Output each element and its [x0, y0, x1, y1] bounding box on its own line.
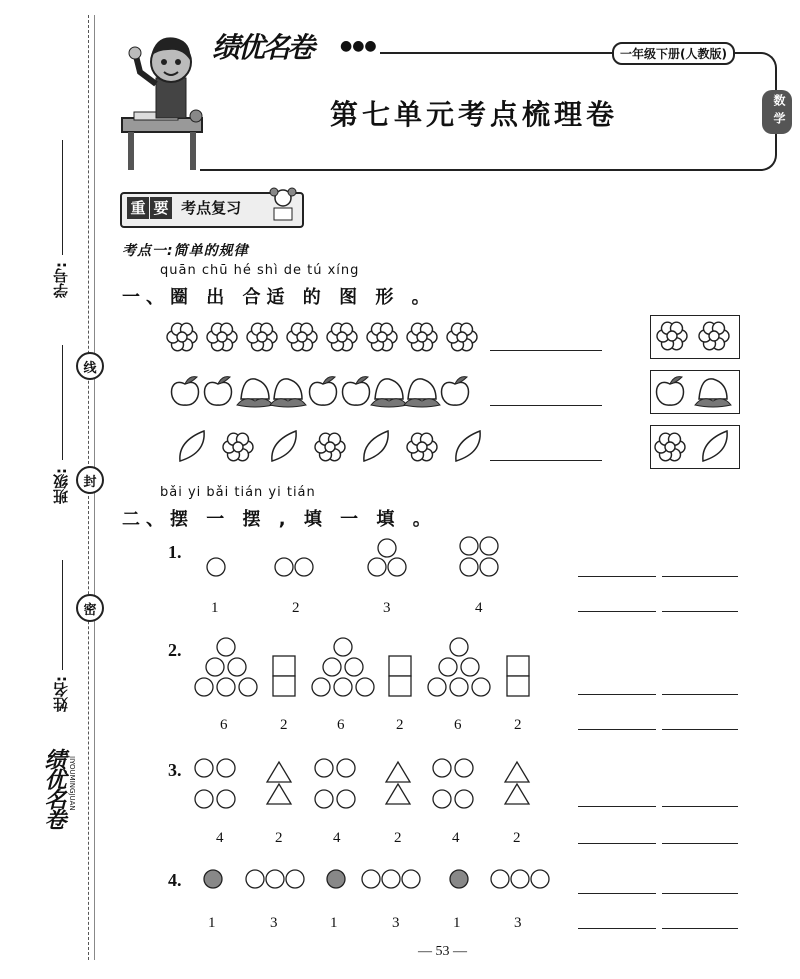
circle — [491, 870, 509, 888]
circle — [286, 870, 304, 888]
circle — [455, 759, 473, 777]
q2-row-4-blank-b[interactable] — [662, 893, 738, 894]
q2-pinyin: bǎi yi bǎi tián yi tián — [160, 485, 316, 500]
student-id-label: 学号: — [52, 262, 70, 298]
brand-dots: ●●● — [340, 38, 377, 54]
rectangle — [507, 656, 529, 676]
triangle — [386, 784, 410, 804]
circle — [388, 558, 406, 576]
q2-row-3-blank-c[interactable] — [578, 843, 656, 844]
seal-line-mark: 线 — [76, 352, 104, 380]
circle — [337, 759, 355, 777]
class-label: 班级: — [52, 468, 70, 504]
apple-icon — [343, 377, 370, 405]
leaf-icon — [364, 431, 388, 461]
q2-row-1-blank-a[interactable] — [578, 576, 656, 577]
q2-row-4-blank-d[interactable] — [662, 928, 738, 929]
q2-row-3-blank-b[interactable] — [662, 806, 738, 807]
triangle — [267, 784, 291, 804]
apple-icon — [205, 377, 232, 405]
circle — [195, 678, 213, 696]
page-number: — 53 — — [418, 944, 467, 959]
circle — [337, 790, 355, 808]
circle — [246, 870, 264, 888]
q1-answer-blank-2[interactable] — [490, 405, 602, 406]
q2-row-2-blank-c[interactable] — [578, 729, 656, 730]
flower-icon — [287, 323, 317, 351]
r2-count: 2 — [396, 717, 404, 733]
q2-label: 二、摆 一 摆 , 填 一 填 。 — [122, 509, 437, 530]
leaf-icon — [456, 431, 480, 461]
circle — [433, 790, 451, 808]
circle — [511, 870, 529, 888]
triangle — [267, 762, 291, 782]
circle — [323, 658, 341, 676]
r4-count: 1 — [453, 915, 461, 931]
r2-count: 2 — [280, 717, 288, 733]
circle — [266, 870, 284, 888]
rectangle — [507, 676, 529, 696]
q1-option-box-3[interactable] — [650, 425, 740, 469]
q1-pinyin: quān chū hé shì de tú xíng — [160, 263, 360, 278]
circle — [450, 678, 468, 696]
r2-count: 6 — [220, 717, 228, 733]
page-title: 第七单元考点梳理卷 — [330, 98, 619, 131]
r2-count: 2 — [514, 717, 522, 733]
flower-icon — [167, 323, 197, 351]
circle — [356, 678, 374, 696]
filled-circle — [204, 870, 222, 888]
q2-row-3-num: 3. — [168, 760, 182, 780]
circle — [428, 678, 446, 696]
r2-count: 6 — [454, 717, 462, 733]
circle — [455, 790, 473, 808]
circle — [345, 658, 363, 676]
circle — [206, 658, 224, 676]
grade-tag: 一年级下册(人教版) — [612, 42, 735, 65]
circle — [460, 537, 478, 555]
circle — [275, 558, 293, 576]
r3-count: 2 — [513, 830, 521, 846]
circle — [461, 658, 479, 676]
badge-char-1: 重 — [127, 197, 149, 219]
circle — [217, 638, 235, 656]
rectangle — [273, 656, 295, 676]
r3-count: 4 — [333, 830, 341, 846]
filled-circle — [450, 870, 468, 888]
apple-icon — [172, 377, 199, 405]
circle — [315, 790, 333, 808]
circle — [228, 658, 246, 676]
sidebar-logo-pinyin: JIYOUMINGJUAN — [68, 756, 76, 811]
r4-count: 3 — [392, 915, 400, 931]
peach-icon — [237, 379, 273, 407]
circle — [362, 870, 380, 888]
q2-row-3-blank-a[interactable] — [578, 806, 656, 807]
badge-char-2: 要 — [150, 197, 172, 219]
rectangle — [273, 676, 295, 696]
triangle — [386, 762, 410, 782]
q1-option-box-1[interactable] — [650, 315, 740, 359]
rectangle — [389, 656, 411, 676]
r3-count: 4 — [216, 830, 224, 846]
subject-tag: 数学 — [762, 90, 792, 134]
r4-count: 3 — [270, 915, 278, 931]
apple-icon — [310, 377, 337, 405]
flower-icon — [367, 323, 397, 351]
brand-logo: 绩优名卷 — [212, 31, 313, 64]
flower-icon — [207, 323, 237, 351]
r4-count: 1 — [208, 915, 216, 931]
filled-circle — [327, 870, 345, 888]
peach-icon — [270, 379, 306, 407]
q2-row-4-blank-c[interactable] — [578, 928, 656, 929]
r3-count: 2 — [275, 830, 283, 846]
circle — [195, 759, 213, 777]
flower-icon — [327, 323, 357, 351]
circle — [239, 678, 257, 696]
r1-count: 4 — [475, 600, 483, 616]
flower-icon — [315, 433, 345, 461]
circle — [378, 539, 396, 557]
q2-row-1-num: 1. — [168, 542, 182, 562]
q1-option-box-2[interactable] — [650, 370, 740, 414]
q2-row-3-blank-d[interactable] — [662, 843, 738, 844]
point-title: 考点一:简单的规律 — [122, 243, 249, 259]
circle — [315, 759, 333, 777]
badge-text: 考点复习 — [181, 199, 242, 217]
q2-row-1-blank-d[interactable] — [662, 611, 738, 612]
circle — [460, 558, 478, 576]
r4-count: 3 — [514, 915, 522, 931]
q2-row-1-blank-c[interactable] — [578, 611, 656, 612]
r3-count: 2 — [394, 830, 402, 846]
leaf-icon — [272, 431, 296, 461]
r2-count: 6 — [337, 717, 345, 733]
circle — [334, 638, 352, 656]
circle — [480, 558, 498, 576]
circle — [368, 558, 386, 576]
r1-count: 3 — [383, 600, 391, 616]
flower-icon — [447, 323, 477, 351]
q2-row-4-blank-a[interactable] — [578, 893, 656, 894]
seal-secret-mark: 密 — [76, 594, 104, 622]
circle — [217, 759, 235, 777]
circle — [439, 658, 457, 676]
sidebar-logo-text: 绩优名卷 — [41, 748, 66, 828]
circle — [450, 638, 468, 656]
leaf-icon — [180, 431, 204, 461]
circle — [207, 558, 225, 576]
rectangle — [389, 676, 411, 696]
peach-icon — [404, 379, 440, 407]
circle — [402, 870, 420, 888]
peach-icon — [371, 379, 407, 407]
q2-row-2-blank-d[interactable] — [662, 729, 738, 730]
triangle — [505, 762, 529, 782]
triangle — [505, 784, 529, 804]
q2-row-4-num: 4. — [168, 870, 182, 890]
circle — [472, 678, 490, 696]
circle — [334, 678, 352, 696]
r1-count: 1 — [211, 600, 219, 616]
circle — [195, 790, 213, 808]
flower-icon — [247, 323, 277, 351]
flower-icon — [407, 433, 437, 461]
circle — [382, 870, 400, 888]
q2-row-1-blank-b[interactable] — [662, 576, 738, 577]
circle — [217, 678, 235, 696]
circle — [480, 537, 498, 555]
circle — [312, 678, 330, 696]
r3-count: 4 — [452, 830, 460, 846]
flower-icon — [223, 433, 253, 461]
circle — [295, 558, 313, 576]
q1-answer-blank-1[interactable] — [490, 350, 602, 351]
seal-seal-mark: 封 — [76, 466, 104, 494]
q2-row-2-blank-a[interactable] — [578, 694, 656, 695]
flower-icon — [407, 323, 437, 351]
q2-row-2-blank-b[interactable] — [662, 694, 738, 695]
circle — [531, 870, 549, 888]
circle — [433, 759, 451, 777]
r1-count: 2 — [292, 600, 300, 616]
q1-label: 一、圈 出 合适 的 图 形 。 — [122, 287, 436, 308]
circle — [217, 790, 235, 808]
q2-row-2-num: 2. — [168, 640, 182, 660]
name-label: 姓名: — [52, 676, 70, 712]
apple-icon — [442, 377, 469, 405]
q1-answer-blank-3[interactable] — [490, 460, 602, 461]
r4-count: 1 — [330, 915, 338, 931]
